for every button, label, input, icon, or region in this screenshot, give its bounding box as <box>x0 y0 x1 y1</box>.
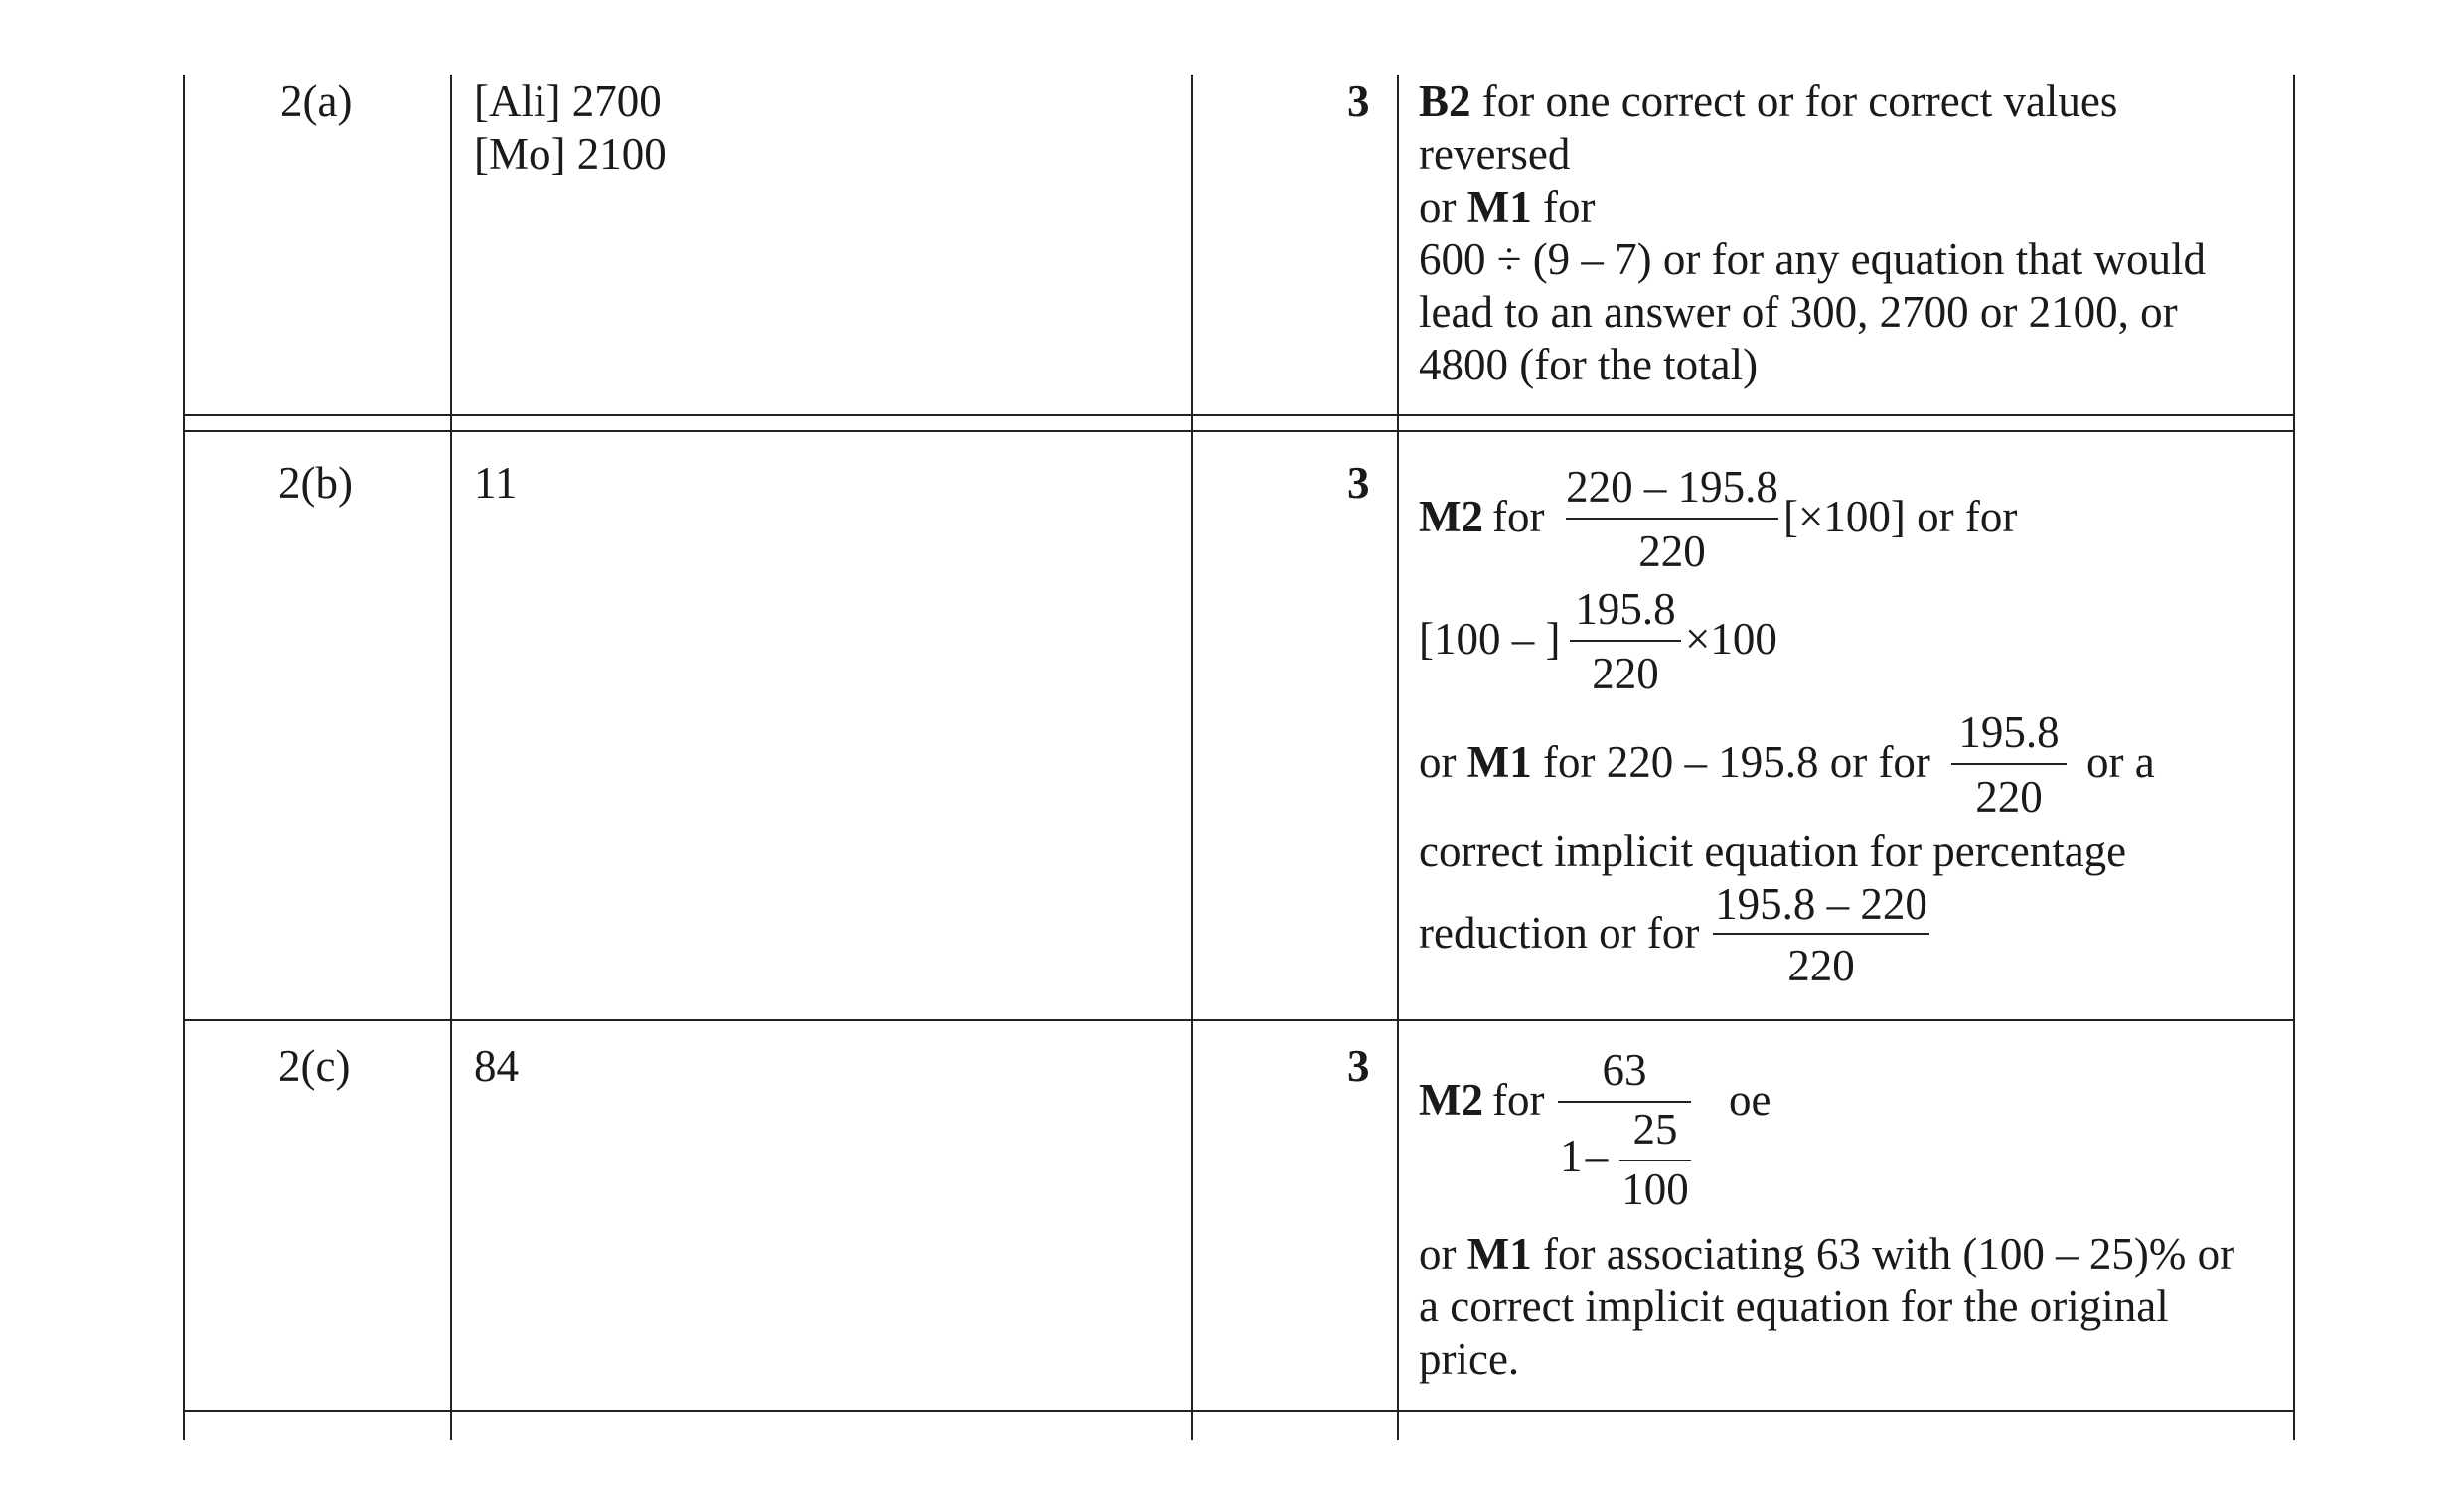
guidance-text: for <box>1531 182 1596 231</box>
fraction-numerator: 25 <box>1632 1105 1678 1154</box>
guidance-text: for <box>1492 1075 1545 1124</box>
fraction-denominator: 220 <box>1638 526 1706 576</box>
fraction-bar <box>1566 518 1778 520</box>
guidance-text: for associating 63 with (100 – 25)% or <box>1531 1229 2235 1278</box>
guidance-line <box>1419 181 1595 233</box>
row-divider-top <box>183 414 2295 416</box>
fraction-denominator: 220 <box>1787 941 1855 990</box>
fraction-numerator: 195.8 <box>1575 584 1676 634</box>
guidance-line: 600 ÷ (9 – 7) or for any equation that would <box>1419 234 2207 284</box>
marks-value: 3 <box>1347 76 1370 126</box>
mark-code: M1 <box>1466 1229 1532 1278</box>
fraction-denominator: 220 <box>1592 649 1659 698</box>
fraction-bar <box>1951 763 2067 765</box>
guidance-line <box>1419 736 1930 789</box>
marks-value: 3 <box>1347 458 1370 508</box>
column-divider-marks <box>1191 75 1193 1440</box>
marks-value: 3 <box>1347 1041 1370 1091</box>
fraction-denominator-prefix: 1 – <box>1560 1131 1605 1181</box>
fraction-25-over-100 <box>1619 1101 1691 1216</box>
question-number: 2(c) <box>278 1041 351 1091</box>
guidance-line: price. <box>1419 1334 1520 1384</box>
column-divider-guidance <box>1397 75 1399 1440</box>
guidance-text: or <box>1419 1229 1467 1278</box>
fraction-denominator: 220 <box>1975 772 2043 822</box>
guidance-line: a correct implicit equation for the original <box>1419 1281 2169 1331</box>
guidance-line <box>1419 1228 2234 1280</box>
fraction-195-8-over-220 <box>1570 580 1681 698</box>
fraction-numerator: 63 <box>1602 1045 1647 1095</box>
fraction-bar <box>1619 1160 1691 1161</box>
guidance-text: for <box>1492 492 1545 541</box>
guidance-line: reversed <box>1419 129 1571 179</box>
fraction-numerator: 195.8 <box>1958 707 2060 757</box>
question-number: 2(a) <box>280 76 353 126</box>
mark-code: B2 <box>1419 76 1471 126</box>
answer-line: [Ali] 2700 <box>474 76 662 126</box>
fraction-bar <box>1713 933 1929 935</box>
question-number: 2(b) <box>278 458 353 508</box>
column-divider-answer <box>450 75 452 1440</box>
guidance-text: [×100] or for <box>1783 492 2018 541</box>
fraction-195-8-over-220 <box>1951 703 2067 822</box>
guidance-line <box>1419 75 2117 128</box>
mark-code: M2 <box>1419 1075 1483 1124</box>
fraction-numerator: 220 – 195.8 <box>1566 462 1778 512</box>
row-divider-double <box>183 430 2295 432</box>
guidance-text: ×100 <box>1685 614 1777 664</box>
answer-value: 11 <box>474 458 518 508</box>
guidance-text: [100 – ] <box>1419 614 1561 664</box>
guidance-text: reduction or for <box>1419 908 1700 958</box>
fraction-bar <box>1570 640 1681 642</box>
mark-code: M1 <box>1466 182 1532 231</box>
guidance-text: or <box>1419 737 1467 787</box>
table-border-right <box>2293 75 2295 1440</box>
guidance-line: 4800 (for the total) <box>1419 340 1759 389</box>
fraction-numerator: 195.8 – 220 <box>1715 879 1927 929</box>
mark-code: M2 <box>1419 492 1483 541</box>
mark-code: M1 <box>1466 737 1532 787</box>
answer-line: [Mo] 2100 <box>474 129 667 179</box>
fraction-difference-over-220 <box>1566 458 1778 576</box>
guidance-text: oe <box>1729 1075 1771 1124</box>
guidance-text: or a <box>2086 737 2155 787</box>
table-border-left <box>183 75 185 1440</box>
guidance-text: for 220 – 195.8 or for <box>1531 737 1930 787</box>
fraction-denominator: 100 <box>1621 1164 1689 1214</box>
guidance-text: or <box>1419 182 1467 231</box>
row-divider-middle <box>183 1019 2295 1021</box>
guidance-line: correct implicit equation for percentage <box>1419 826 2127 876</box>
guidance-line: lead to an answer of 300, 2700 or 2100, or <box>1419 287 2178 337</box>
fraction-reduction <box>1713 877 1929 992</box>
answer-value: 84 <box>474 1041 519 1091</box>
row-divider-bottom <box>183 1410 2295 1412</box>
guidance-text: for one correct or for correct values <box>1470 76 2118 126</box>
